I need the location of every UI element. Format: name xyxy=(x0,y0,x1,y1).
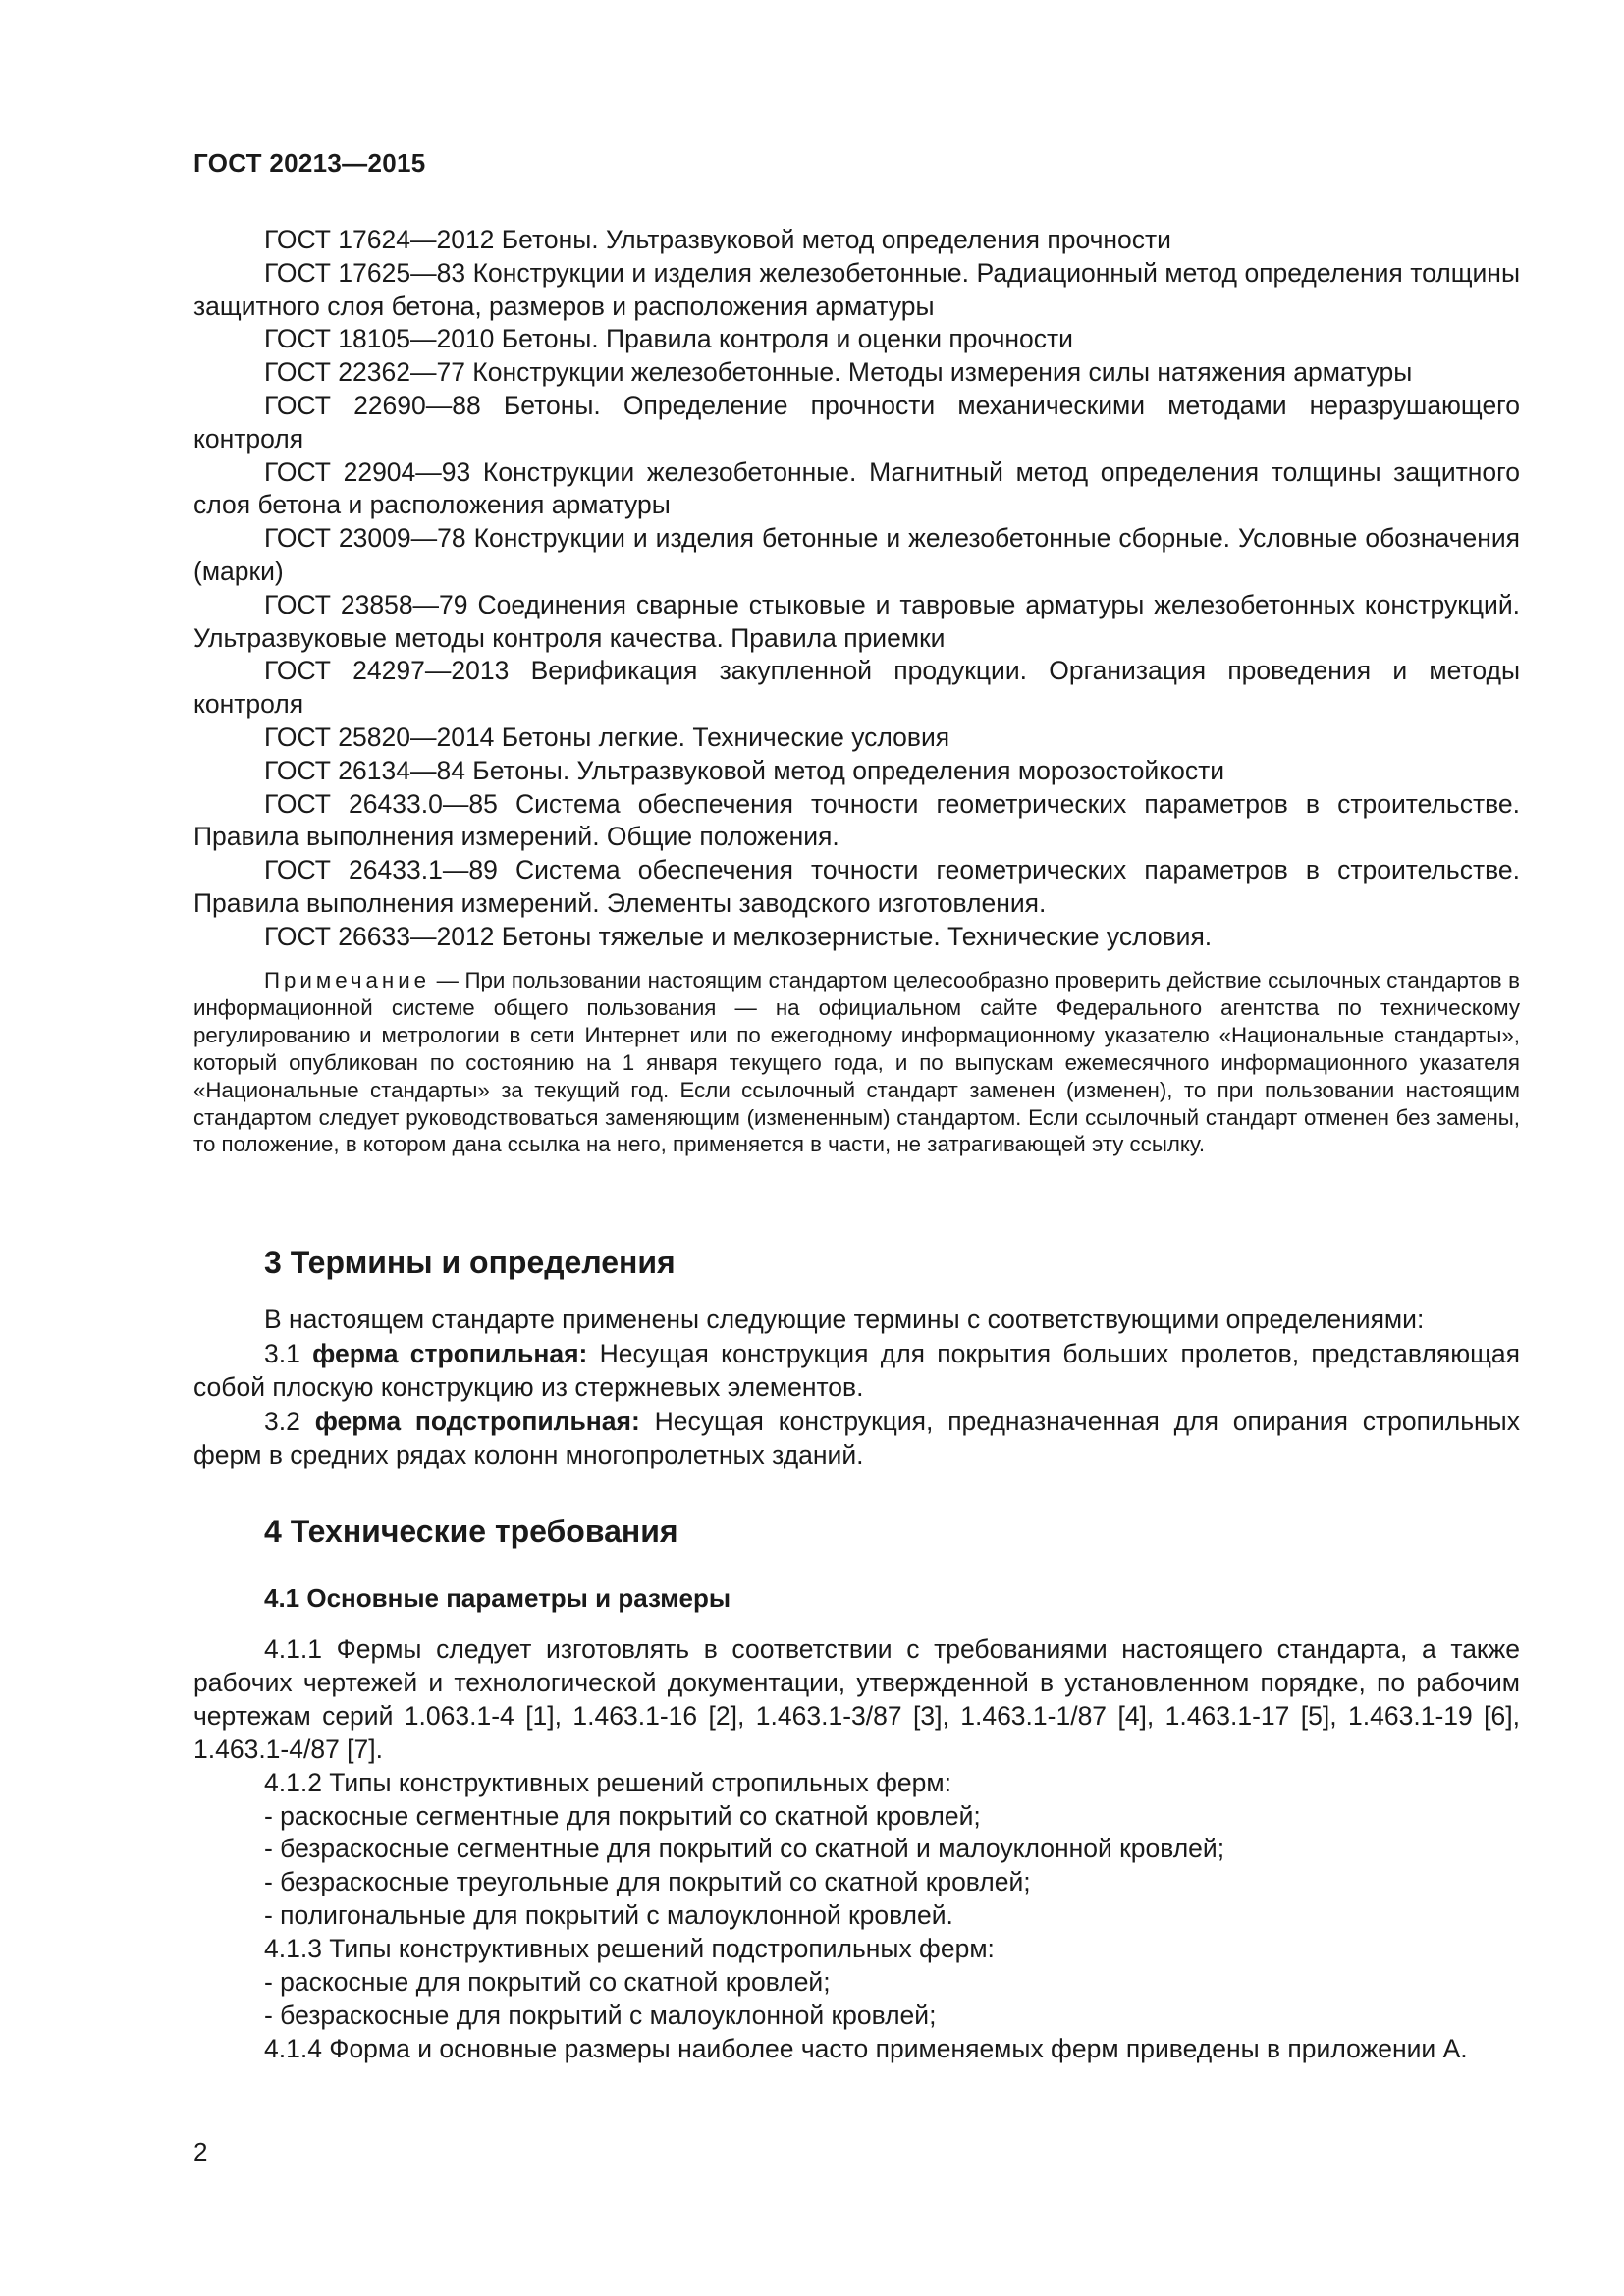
reference-item: ГОСТ 17625—83 Конструкции и изделия железобетонные. Радиационный метод определения толщины защитного слоя бетона, размеров и расположения арматуры xyxy=(193,257,1520,321)
reference-item: ГОСТ 25820—2014 Бетоны легкие. Технические условия xyxy=(264,721,950,752)
term-3-1 xyxy=(193,1337,1520,1405)
list-item: - раскосные для покрытий со скатной кровлей; xyxy=(264,1967,831,1998)
reference-item: ГОСТ 24297—2013 Верификация закупленной продукции. Организация проведения и методы контроля xyxy=(193,656,1520,720)
section-4-body xyxy=(193,1633,1520,2066)
section-3-title: 3 Термины и определения xyxy=(264,1245,676,1280)
reference-item: ГОСТ 26433.1—89 Система обеспечения точности геометрических параметров в строительстве. Правила выполнения измерений. Элементы заводского изготовления. xyxy=(193,855,1520,918)
reference-item: ГОСТ 18105—2010 Бетоны. Правила контроля и оценки прочности xyxy=(264,324,1073,354)
reference-item: ГОСТ 17624—2012 Бетоны. Ультразвуковой метод определения прочности xyxy=(264,225,1171,254)
note-block xyxy=(193,967,1520,1158)
term-name: ферма подстропильная: xyxy=(314,1406,640,1436)
section-3-intro: В настоящем стандарте применены следующие термины с соответствующими определениями: xyxy=(264,1305,1425,1334)
term-number: 3.1 xyxy=(264,1338,300,1368)
term-number: 3.2 xyxy=(264,1406,300,1436)
reference-item: ГОСТ 22362—77 Конструкции железобетонные. Методы измерения силы натяжения арматуры xyxy=(264,357,1413,388)
normative-references-list xyxy=(193,224,1520,954)
reference-item: ГОСТ 22904—93 Конструкции железобетонные. Магнитный метод определения толщины защитного слоя бетона и расположения арматуры xyxy=(193,456,1520,520)
term-definition: Несущая конструкция для покрытия больших пролетов, представляющая собой плоскую конструкцию из стержневых элементов. xyxy=(193,1338,1520,1402)
list-item: - безраскосные сегментные для покрытий со скатной и малоуклонной кровлей; xyxy=(264,1834,1225,1864)
section-3-body xyxy=(193,1303,1520,1472)
paragraph-4-1-4: 4.1.4 Форма и основные размеры наиболее часто применяемых ферм приведены в приложении А. xyxy=(264,2033,1468,2063)
paragraph-4-1-1: 4.1.1 Фермы следует изготовлять в соответствии с требованиями настоящего стандарта, а также рабочих чертежей и технологической документации, утвержденной в установленном порядке, по рабочим чертежам серий 1.063.1-4 [1], 1.463.1-16 [2], 1.463.1-3/87 [3], 1.463.1-1/87 [4], 1.463.1-17 [5], 1.463.1-19 [6], 1.463.1-4/87 [7]. xyxy=(193,1634,1520,1764)
reference-item: ГОСТ 23009—78 Конструкции и изделия бетонные и железобетонные сборные. Условные обозначения (марки) xyxy=(193,523,1520,586)
reference-item: ГОСТ 26134—84 Бетоны. Ультразвуковой метод определения морозостойкости xyxy=(264,755,1225,785)
term-name: ферма стропильная: xyxy=(312,1338,588,1368)
note-paragraph xyxy=(193,967,1520,1158)
reference-item: ГОСТ 22690—88 Бетоны. Определение прочности механическими методами неразрушающего контроля xyxy=(193,390,1520,454)
paragraph-4-1-2: 4.1.2 Типы конструктивных решений стропильных ферм: xyxy=(264,1767,951,1797)
note-label: Примечание xyxy=(264,968,431,992)
list-item: - безраскосные для покрытий с малоуклонной кровлей; xyxy=(264,2000,937,2030)
section-4-title: 4 Технические требования xyxy=(264,1514,678,1549)
term-3-2 xyxy=(193,1405,1520,1472)
list-item: - полигональные для покрытий с малоуклонной кровлей. xyxy=(264,1900,953,1931)
term-definition: Несущая конструкция, предназначенная для опирания стропильных ферм в средних рядах колонн многопролетных зданий. xyxy=(193,1406,1520,1469)
reference-item: ГОСТ 23858—79 Соединения сварные стыковые и тавровые арматуры железобетонных конструкций. Ультразвуковые методы контроля качества. Правила приемки xyxy=(193,589,1520,653)
page-number: 2 xyxy=(193,2137,208,2166)
list-item: - раскосные сегментные для покрытий со скатной кровлей; xyxy=(264,1800,981,1831)
note-text: — При пользовании настоящим стандартом целесообразно проверить действие ссылочных стандартов в информационной системе общего пользования — на официальном сайте Федерального агентства по техническому регулированию и метрологии в сети Интернет или по ежегодному информационному указателю «Национальные стандарты», который опубликован по состоянию на 1 января текущего года, и по выпускам ежемесячного информационного указателя «Национальные стандарты» за текущий год. Если ссылочный стандарт заменен (изменен), то при пользовании настоящим стандартом следует руководствоваться заменяющим (измененным) стандартом. Если ссылочный стандарт отменен без замены, то положение, в котором дана ссылка на него, применяется в части, не затрагивающей эту ссылку. xyxy=(193,968,1520,1157)
document-header: ГОСТ 20213—2015 xyxy=(193,148,426,178)
reference-item: ГОСТ 26633—2012 Бетоны тяжелые и мелкозернистые. Технические условия. xyxy=(264,921,1213,951)
subsection-4-1-title: 4.1 Основные параметры и размеры xyxy=(264,1583,731,1613)
list-item: - безраскосные треугольные для покрытий со скатной кровлей; xyxy=(264,1867,1031,1897)
reference-item: ГОСТ 26433.0—85 Система обеспечения точности геометрических параметров в строительстве. Правила выполнения измерений. Общие положения. xyxy=(193,788,1520,852)
paragraph-4-1-3: 4.1.3 Типы конструктивных решений подстропильных ферм: xyxy=(264,1934,995,1964)
